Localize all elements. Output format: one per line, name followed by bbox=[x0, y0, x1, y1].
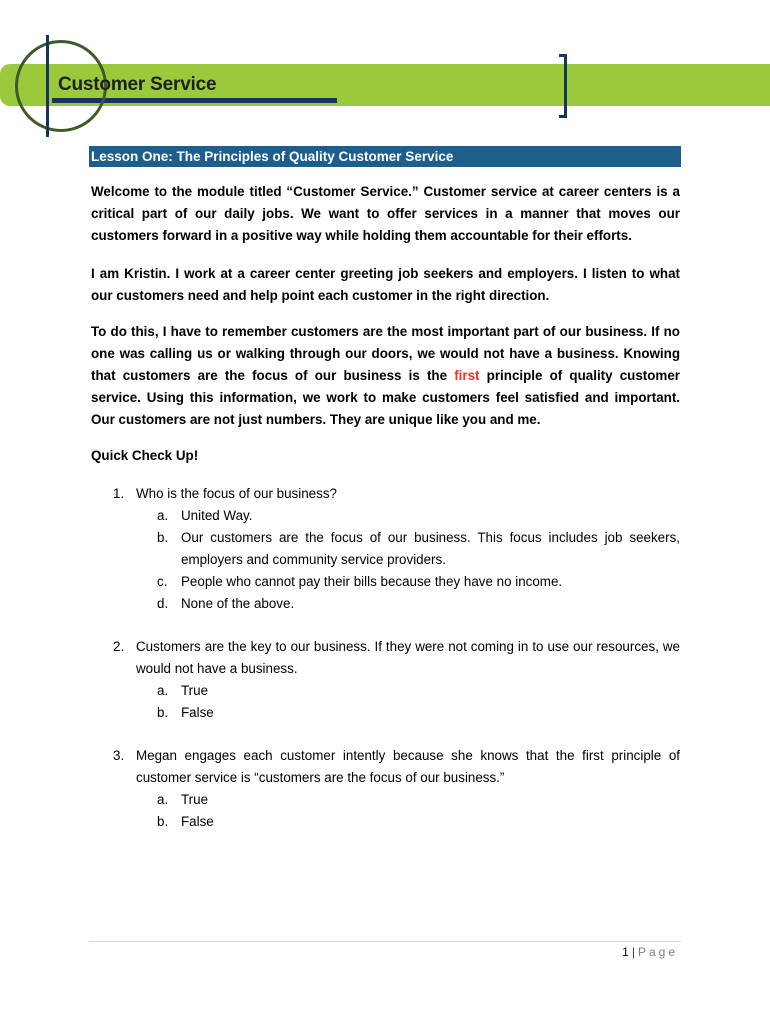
option-letter: a. bbox=[157, 683, 169, 698]
option-text: People who cannot pay their bills because they have no income. bbox=[181, 574, 563, 589]
option-letter: a. bbox=[157, 792, 169, 807]
quiz-heading: Quick Check Up! bbox=[91, 448, 199, 463]
paragraph-introduction: I am Kristin. I work at a career center greeting job seekers and employers. I listen to what our customers need and help point each customer in the right direction. bbox=[91, 266, 680, 303]
page-label: Page bbox=[637, 945, 678, 959]
option-text: None of the above. bbox=[181, 596, 295, 611]
paragraph-principle bbox=[91, 321, 680, 431]
header-bracket-ornament bbox=[559, 54, 567, 118]
option-letter: c. bbox=[157, 574, 168, 589]
footer-separator: | bbox=[631, 945, 635, 959]
question-number: 3. bbox=[113, 748, 125, 763]
principle-text-before: To do this, I have to remember customers are the most important part of our business. If no one was calling us or walking through our doors, we would not have a business. Knowing that customers are the focus of our business is the bbox=[91, 324, 680, 383]
option-text: Our customers are the focus of our business. This focus includes job seekers, employers and community service providers. bbox=[181, 530, 680, 567]
option-letter: d. bbox=[157, 596, 169, 611]
question-number: 1. bbox=[113, 486, 125, 501]
option-text: United Way. bbox=[181, 508, 253, 523]
principle-text-after: principle of quality customer service. Using this information, we work to make customers feel satisfied and important. Our customers are not just numbers. They are unique like you and me. bbox=[91, 368, 680, 427]
option-text: True bbox=[181, 792, 209, 807]
footer-rule bbox=[89, 941, 681, 942]
question-text: Megan engages each customer intently because she knows that the first principle of customer service is “customers are the focus of our business.” bbox=[136, 748, 680, 785]
option-text: False bbox=[181, 814, 214, 829]
option-text: False bbox=[181, 705, 214, 720]
lesson-title-bar: Lesson One: The Principles of Quality Customer Service bbox=[89, 146, 681, 167]
paragraph-welcome: Welcome to the module titled “Customer Service.” Customer service at career centers is a critical part of our daily jobs. We want to offer services in a manner that moves our customers forward in a positive way while holding them accountable for their efforts. bbox=[91, 184, 680, 243]
option-letter: b. bbox=[157, 530, 169, 545]
option-text: True bbox=[181, 683, 209, 698]
option-letter: b. bbox=[157, 814, 169, 829]
question-number: 2. bbox=[113, 639, 125, 654]
option-letter: b. bbox=[157, 705, 169, 720]
document-title: Customer Service bbox=[58, 74, 217, 95]
question-text: Who is the focus of our business? bbox=[136, 486, 337, 501]
option-letter: a. bbox=[157, 508, 169, 523]
page-footer bbox=[622, 945, 678, 959]
highlight-first: first bbox=[454, 368, 480, 383]
question-text: Customers are the key to our business. If they were not coming in to use our resources, we would not have a business. bbox=[136, 639, 680, 676]
header-vertical-line bbox=[46, 35, 49, 137]
page-number: 1 bbox=[622, 945, 629, 959]
